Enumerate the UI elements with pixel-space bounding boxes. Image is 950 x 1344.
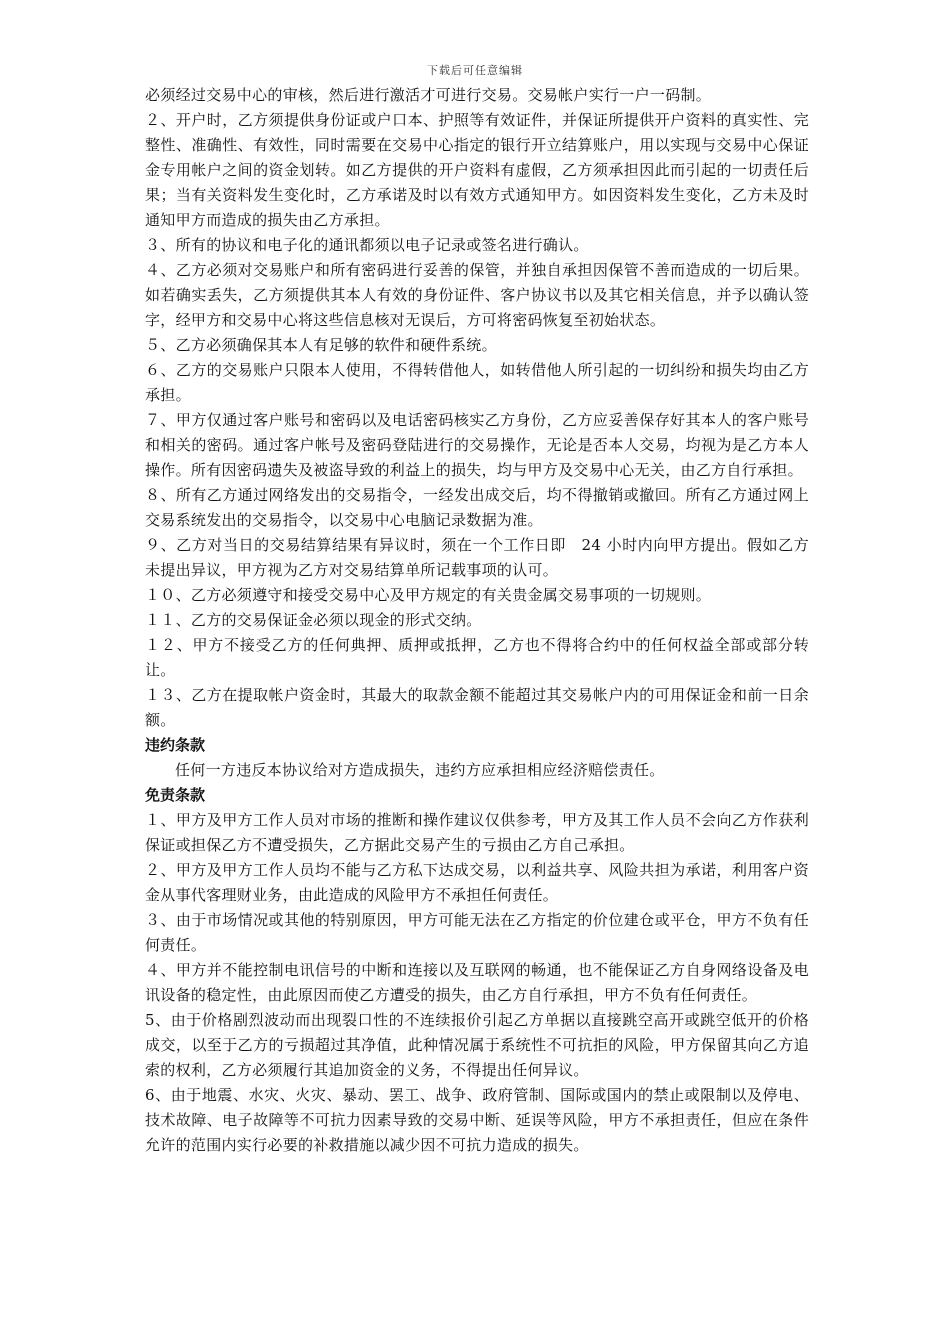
clause-5: ５、乙方必须确保其本人有足够的软件和硬件系统。 xyxy=(145,336,497,354)
document-body xyxy=(145,83,809,1158)
exemption-item-4: ４、甲方并不能控制电讯信号的中断和连接以及互联网的畅通，也不能保证乙方自身网络设备及电讯设备的稳定性，由此原因而使乙方遭受的损失，由乙方自行承担，甲方不负有任何责任。 xyxy=(145,961,809,1004)
exemption-item-5: 5、由于价格剧烈波动而出现裂口性的不连续报价引起乙方单据以直接跳空高开或跳空低开的价格成交，以至于乙方的亏损超过其净值，此种情况属于系统性不可抗拒的风险，甲方保留其向乙方追索的权利，乙方必须履行其追加资金的义务，不得提出任何异议。 xyxy=(145,1011,809,1079)
clause-8: ８、所有乙方通过网络发出的交易指令，一经发出成交后，均不得撤销或撤回。所有乙方通过网上交易系统发出的交易指令，以交易中心电脑记录数据为准。 xyxy=(145,486,809,529)
header-note: 下载后可任意编辑 xyxy=(427,64,523,77)
breach-heading: 违约条款 xyxy=(145,736,206,754)
clause-10: １０、乙方必须遵守和接受交易中心及甲方规定的有关贵金属交易事项的一切规则。 xyxy=(145,586,712,604)
clause-7: ７、甲方仅通过客户账号和密码以及电话密码核实乙方身份，乙方应妥善保存好其本人的客户账号和相关的密码。通过客户帐号及密码登陆进行的交易操作，无论是否本人交易，均视为是乙方本人操作。所有因密码遗失及被盗导致的利益上的损失，均与甲方及交易中心无关，由乙方自行承担。 xyxy=(145,411,809,479)
exemption-item-3: ３、由于市场情况或其他的特别原因，甲方可能无法在乙方指定的价位建仓或平仓，甲方不负有任何责任。 xyxy=(145,911,809,954)
exemption-item-6: 6、由于地震、水灾、火灾、暴动、罢工、战争、政府管制、国际或国内的禁止或限制以及停电、技术故障、电子故障等不可抗力因素导致的交易中断、延误等风险，甲方不承担责任，但应在条件允许的范围内实行必要的补救措施以减少因不可抗力造成的损失。 xyxy=(145,1086,809,1154)
clause-12: １２、甲方不接受乙方的任何典押、质押或抵押，乙方也不得将合约中的任何权益全部或部分转让。 xyxy=(145,636,809,679)
exemption-heading: 免责条款 xyxy=(145,786,206,804)
exemption-item-1: １、甲方及甲方工作人员对市场的推断和操作建议仅供参考，甲方及其工作人员不会向乙方作获利保证或担保乙方不遭受损失，乙方据此交易产生的亏损由乙方自己承担。 xyxy=(145,811,809,854)
clause-11: １１、乙方的交易保证金必须以现金的形式交纳。 xyxy=(145,611,482,629)
clause-9: ９、乙方对当日的交易结算结果有异议时，须在一个工作日即 24 小时内向甲方提出。假如乙方未提出异议，甲方视为乙方对交易结算单所记载事项的认可。 xyxy=(145,536,809,579)
intro-paragraph: 必须经过交易中心的审核，然后进行激活才可进行交易。交易帐户实行一户一码制。 xyxy=(145,86,712,104)
breach-text: 任何一方违反本协议给对方造成损失，违约方应承担相应经济赔偿责任。 xyxy=(175,761,665,779)
clause-2: ２、开户时，乙方须提供身份证或户口本、护照等有效证件，并保证所提供开户资料的真实性、完整性、准确性、有效性，同时需要在交易中心指定的银行开立结算账户，用以实现与交易中心保证金专用帐户之间的资金划转。如乙方提供的开户资料有虚假，乙方须承担因此而引起的一切责任后果；当有关资料发生变化时，乙方承诺及时以有效方式通知甲方。如因资料发生变化，乙方未及时通知甲方而造成的损失由乙方承担。 xyxy=(145,111,809,229)
clause-13: １３、乙方在提取帐户资金时，其最大的取款金额不能超过其交易帐户内的可用保证金和前一日余额。 xyxy=(145,686,809,729)
clause-3: ３、所有的协议和电子化的通讯都须以电子记录或签名进行确认。 xyxy=(145,236,589,254)
clause-4: ４、乙方必须对交易账户和所有密码进行妥善的保管，并独自承担因保管不善而造成的一切后果。如若确实丢失，乙方须提供其本人有效的身份证件、客户协议书以及其它相关信息，并予以确认签字，经甲方和交易中心将这些信息核对无误后，方可将密码恢复至初始状态。 xyxy=(145,261,809,329)
exemption-item-2: ２、甲方及甲方工作人员均不能与乙方私下达成交易，以利益共享、风险共担为承诺，利用客户资金从事代客理财业务，由此造成的风险甲方不承担任何责任。 xyxy=(145,861,809,904)
clause-6: ６、乙方的交易账户只限本人使用，不得转借他人，如转借他人所引起的一切纠纷和损失均由乙方承担。 xyxy=(145,361,809,404)
